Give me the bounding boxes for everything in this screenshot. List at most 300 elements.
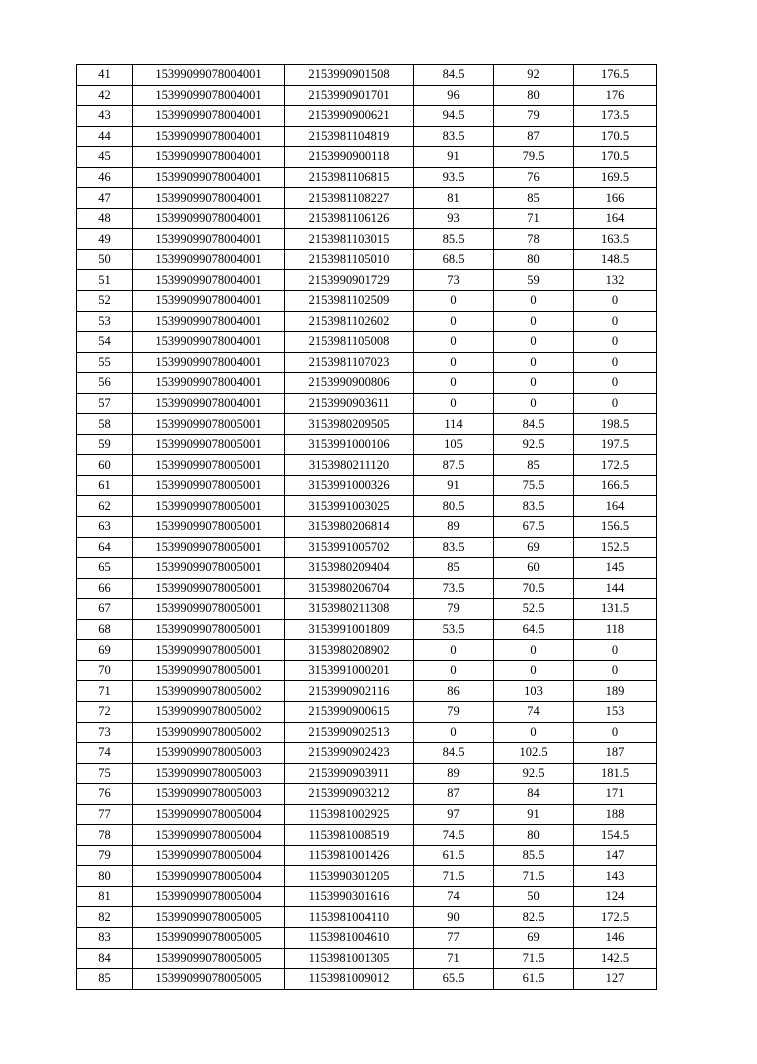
row-number-cell: 62 bbox=[77, 496, 133, 517]
table-row bbox=[77, 208, 657, 229]
row-number-cell: 50 bbox=[77, 249, 133, 270]
position-code-cell: 15399099078004001 bbox=[133, 352, 285, 373]
score-1-cell: 65.5 bbox=[414, 969, 494, 990]
score-2-cell: 84 bbox=[494, 784, 574, 805]
row-number-cell: 63 bbox=[77, 517, 133, 538]
position-code-cell: 15399099078005002 bbox=[133, 681, 285, 702]
score-1-cell: 89 bbox=[414, 763, 494, 784]
score-1-cell: 73.5 bbox=[414, 578, 494, 599]
score-1-cell: 96 bbox=[414, 85, 494, 106]
row-number-cell: 73 bbox=[77, 722, 133, 743]
total-score-cell: 118 bbox=[574, 619, 657, 640]
table-row bbox=[77, 927, 657, 948]
candidate-id-cell: 3153991003025 bbox=[285, 496, 414, 517]
score-2-cell: 71 bbox=[494, 208, 574, 229]
candidate-id-cell: 2153981103015 bbox=[285, 229, 414, 250]
table-row bbox=[77, 599, 657, 620]
position-code-cell: 15399099078005004 bbox=[133, 845, 285, 866]
score-1-cell: 97 bbox=[414, 804, 494, 825]
table-row bbox=[77, 373, 657, 394]
candidate-id-cell: 2153990901701 bbox=[285, 85, 414, 106]
score-1-cell: 89 bbox=[414, 517, 494, 538]
score-2-cell: 79.5 bbox=[494, 147, 574, 168]
total-score-cell: 146 bbox=[574, 927, 657, 948]
score-1-cell: 86 bbox=[414, 681, 494, 702]
candidate-id-cell: 3153980209505 bbox=[285, 414, 414, 435]
position-code-cell: 15399099078004001 bbox=[133, 188, 285, 209]
score-2-cell: 83.5 bbox=[494, 496, 574, 517]
score-1-cell: 91 bbox=[414, 475, 494, 496]
position-code-cell: 15399099078005001 bbox=[133, 517, 285, 538]
candidate-id-cell: 1153981001426 bbox=[285, 845, 414, 866]
position-code-cell: 15399099078005003 bbox=[133, 784, 285, 805]
table-row bbox=[77, 147, 657, 168]
position-code-cell: 15399099078005001 bbox=[133, 414, 285, 435]
total-score-cell: 189 bbox=[574, 681, 657, 702]
score-1-cell: 85.5 bbox=[414, 229, 494, 250]
row-number-cell: 48 bbox=[77, 208, 133, 229]
position-code-cell: 15399099078005001 bbox=[133, 640, 285, 661]
row-number-cell: 44 bbox=[77, 126, 133, 147]
candidate-id-cell: 2153981105008 bbox=[285, 332, 414, 353]
total-score-cell: 176 bbox=[574, 85, 657, 106]
position-code-cell: 15399099078005001 bbox=[133, 619, 285, 640]
row-number-cell: 61 bbox=[77, 475, 133, 496]
score-1-cell: 0 bbox=[414, 660, 494, 681]
candidate-id-cell: 1153990301616 bbox=[285, 886, 414, 907]
score-2-cell: 87 bbox=[494, 126, 574, 147]
candidate-id-cell: 2153990902423 bbox=[285, 743, 414, 764]
position-code-cell: 15399099078005001 bbox=[133, 455, 285, 476]
candidate-id-cell: 2153981107023 bbox=[285, 352, 414, 373]
total-score-cell: 197.5 bbox=[574, 434, 657, 455]
candidate-id-cell: 2153990903911 bbox=[285, 763, 414, 784]
position-code-cell: 15399099078004001 bbox=[133, 311, 285, 332]
total-score-cell: 0 bbox=[574, 311, 657, 332]
total-score-cell: 169.5 bbox=[574, 167, 657, 188]
score-1-cell: 0 bbox=[414, 352, 494, 373]
table-row bbox=[77, 907, 657, 928]
total-score-cell: 166.5 bbox=[574, 475, 657, 496]
candidate-id-cell: 3153991005702 bbox=[285, 537, 414, 558]
score-1-cell: 83.5 bbox=[414, 126, 494, 147]
table-row bbox=[77, 701, 657, 722]
score-2-cell: 71.5 bbox=[494, 866, 574, 887]
total-score-cell: 152.5 bbox=[574, 537, 657, 558]
total-score-cell: 148.5 bbox=[574, 249, 657, 270]
score-2-cell: 103 bbox=[494, 681, 574, 702]
score-table-body bbox=[77, 65, 657, 990]
score-1-cell: 0 bbox=[414, 640, 494, 661]
total-score-cell: 154.5 bbox=[574, 825, 657, 846]
score-1-cell: 114 bbox=[414, 414, 494, 435]
score-1-cell: 77 bbox=[414, 927, 494, 948]
row-number-cell: 69 bbox=[77, 640, 133, 661]
candidate-id-cell: 2153981104819 bbox=[285, 126, 414, 147]
position-code-cell: 15399099078004001 bbox=[133, 291, 285, 312]
candidate-id-cell: 3153991001809 bbox=[285, 619, 414, 640]
candidate-id-cell: 2153981106126 bbox=[285, 208, 414, 229]
score-2-cell: 80 bbox=[494, 249, 574, 270]
total-score-cell: 156.5 bbox=[574, 517, 657, 538]
score-2-cell: 85.5 bbox=[494, 845, 574, 866]
score-1-cell: 93.5 bbox=[414, 167, 494, 188]
score-2-cell: 0 bbox=[494, 660, 574, 681]
total-score-cell: 170.5 bbox=[574, 126, 657, 147]
score-2-cell: 67.5 bbox=[494, 517, 574, 538]
row-number-cell: 51 bbox=[77, 270, 133, 291]
total-score-cell: 145 bbox=[574, 558, 657, 579]
total-score-cell: 172.5 bbox=[574, 907, 657, 928]
score-1-cell: 84.5 bbox=[414, 743, 494, 764]
score-1-cell: 87 bbox=[414, 784, 494, 805]
position-code-cell: 15399099078005001 bbox=[133, 537, 285, 558]
score-2-cell: 0 bbox=[494, 311, 574, 332]
table-row bbox=[77, 619, 657, 640]
position-code-cell: 15399099078004001 bbox=[133, 229, 285, 250]
table-row bbox=[77, 537, 657, 558]
row-number-cell: 80 bbox=[77, 866, 133, 887]
table-row bbox=[77, 393, 657, 414]
position-code-cell: 15399099078004001 bbox=[133, 126, 285, 147]
score-1-cell: 0 bbox=[414, 291, 494, 312]
score-1-cell: 53.5 bbox=[414, 619, 494, 640]
total-score-cell: 127 bbox=[574, 969, 657, 990]
total-score-cell: 0 bbox=[574, 332, 657, 353]
row-number-cell: 78 bbox=[77, 825, 133, 846]
position-code-cell: 15399099078004001 bbox=[133, 332, 285, 353]
position-code-cell: 15399099078005005 bbox=[133, 969, 285, 990]
row-number-cell: 60 bbox=[77, 455, 133, 476]
score-1-cell: 84.5 bbox=[414, 65, 494, 86]
total-score-cell: 0 bbox=[574, 660, 657, 681]
candidate-id-cell: 2153990903611 bbox=[285, 393, 414, 414]
total-score-cell: 0 bbox=[574, 373, 657, 394]
score-1-cell: 81 bbox=[414, 188, 494, 209]
score-2-cell: 80 bbox=[494, 825, 574, 846]
table-row bbox=[77, 969, 657, 990]
position-code-cell: 15399099078005003 bbox=[133, 743, 285, 764]
score-2-cell: 70.5 bbox=[494, 578, 574, 599]
score-2-cell: 78 bbox=[494, 229, 574, 250]
total-score-cell: 198.5 bbox=[574, 414, 657, 435]
row-number-cell: 55 bbox=[77, 352, 133, 373]
score-2-cell: 52.5 bbox=[494, 599, 574, 620]
table-row bbox=[77, 743, 657, 764]
position-code-cell: 15399099078005005 bbox=[133, 907, 285, 928]
table-row bbox=[77, 763, 657, 784]
score-2-cell: 0 bbox=[494, 722, 574, 743]
row-number-cell: 85 bbox=[77, 969, 133, 990]
total-score-cell: 144 bbox=[574, 578, 657, 599]
score-2-cell: 102.5 bbox=[494, 743, 574, 764]
score-1-cell: 73 bbox=[414, 270, 494, 291]
total-score-cell: 164 bbox=[574, 496, 657, 517]
total-score-cell: 124 bbox=[574, 886, 657, 907]
position-code-cell: 15399099078005001 bbox=[133, 599, 285, 620]
position-code-cell: 15399099078004001 bbox=[133, 65, 285, 86]
row-number-cell: 65 bbox=[77, 558, 133, 579]
position-code-cell: 15399099078005001 bbox=[133, 558, 285, 579]
candidate-id-cell: 3153991000326 bbox=[285, 475, 414, 496]
row-number-cell: 56 bbox=[77, 373, 133, 394]
total-score-cell: 176.5 bbox=[574, 65, 657, 86]
table-row bbox=[77, 886, 657, 907]
score-2-cell: 0 bbox=[494, 291, 574, 312]
total-score-cell: 172.5 bbox=[574, 455, 657, 476]
candidate-id-cell: 2153981102509 bbox=[285, 291, 414, 312]
score-2-cell: 80 bbox=[494, 85, 574, 106]
score-1-cell: 61.5 bbox=[414, 845, 494, 866]
position-code-cell: 15399099078005002 bbox=[133, 701, 285, 722]
candidate-id-cell: 2153990903212 bbox=[285, 784, 414, 805]
candidate-id-cell: 2153990900806 bbox=[285, 373, 414, 394]
table-row bbox=[77, 229, 657, 250]
row-number-cell: 43 bbox=[77, 106, 133, 127]
position-code-cell: 15399099078005005 bbox=[133, 927, 285, 948]
candidate-id-cell: 2153990900118 bbox=[285, 147, 414, 168]
table-row bbox=[77, 352, 657, 373]
table-row bbox=[77, 332, 657, 353]
score-2-cell: 85 bbox=[494, 188, 574, 209]
score-1-cell: 0 bbox=[414, 373, 494, 394]
score-1-cell: 83.5 bbox=[414, 537, 494, 558]
total-score-cell: 164 bbox=[574, 208, 657, 229]
table-row bbox=[77, 558, 657, 579]
candidate-id-cell: 2153981102602 bbox=[285, 311, 414, 332]
score-2-cell: 0 bbox=[494, 352, 574, 373]
score-2-cell: 74 bbox=[494, 701, 574, 722]
row-number-cell: 70 bbox=[77, 660, 133, 681]
candidate-id-cell: 1153981001305 bbox=[285, 948, 414, 969]
candidate-id-cell: 3153980211120 bbox=[285, 455, 414, 476]
candidate-id-cell: 1153990301205 bbox=[285, 866, 414, 887]
position-code-cell: 15399099078004001 bbox=[133, 106, 285, 127]
position-code-cell: 15399099078005004 bbox=[133, 886, 285, 907]
table-row bbox=[77, 948, 657, 969]
candidate-id-cell: 3153980208902 bbox=[285, 640, 414, 661]
table-row bbox=[77, 167, 657, 188]
score-1-cell: 93 bbox=[414, 208, 494, 229]
row-number-cell: 47 bbox=[77, 188, 133, 209]
table-row bbox=[77, 126, 657, 147]
score-2-cell: 84.5 bbox=[494, 414, 574, 435]
score-1-cell: 71.5 bbox=[414, 866, 494, 887]
score-1-cell: 0 bbox=[414, 332, 494, 353]
candidate-id-cell: 2153990901729 bbox=[285, 270, 414, 291]
position-code-cell: 15399099078005001 bbox=[133, 434, 285, 455]
position-code-cell: 15399099078005004 bbox=[133, 825, 285, 846]
total-score-cell: 0 bbox=[574, 393, 657, 414]
row-number-cell: 57 bbox=[77, 393, 133, 414]
score-2-cell: 92.5 bbox=[494, 763, 574, 784]
score-2-cell: 0 bbox=[494, 373, 574, 394]
table-row bbox=[77, 660, 657, 681]
score-2-cell: 59 bbox=[494, 270, 574, 291]
row-number-cell: 79 bbox=[77, 845, 133, 866]
score-1-cell: 80.5 bbox=[414, 496, 494, 517]
score-2-cell: 71.5 bbox=[494, 948, 574, 969]
position-code-cell: 15399099078005004 bbox=[133, 866, 285, 887]
position-code-cell: 15399099078004001 bbox=[133, 249, 285, 270]
total-score-cell: 143 bbox=[574, 866, 657, 887]
total-score-cell: 142.5 bbox=[574, 948, 657, 969]
table-row bbox=[77, 475, 657, 496]
score-1-cell: 94.5 bbox=[414, 106, 494, 127]
score-1-cell: 91 bbox=[414, 147, 494, 168]
score-table bbox=[76, 64, 657, 990]
position-code-cell: 15399099078005001 bbox=[133, 475, 285, 496]
row-number-cell: 45 bbox=[77, 147, 133, 168]
row-number-cell: 71 bbox=[77, 681, 133, 702]
position-code-cell: 15399099078004001 bbox=[133, 270, 285, 291]
candidate-id-cell: 2153990902513 bbox=[285, 722, 414, 743]
table-row bbox=[77, 845, 657, 866]
row-number-cell: 82 bbox=[77, 907, 133, 928]
total-score-cell: 166 bbox=[574, 188, 657, 209]
table-row bbox=[77, 414, 657, 435]
score-1-cell: 79 bbox=[414, 599, 494, 620]
total-score-cell: 0 bbox=[574, 291, 657, 312]
row-number-cell: 67 bbox=[77, 599, 133, 620]
total-score-cell: 171 bbox=[574, 784, 657, 805]
table-row bbox=[77, 455, 657, 476]
score-2-cell: 50 bbox=[494, 886, 574, 907]
table-row bbox=[77, 65, 657, 86]
row-number-cell: 84 bbox=[77, 948, 133, 969]
candidate-id-cell: 2153981105010 bbox=[285, 249, 414, 270]
position-code-cell: 15399099078004001 bbox=[133, 85, 285, 106]
total-score-cell: 132 bbox=[574, 270, 657, 291]
row-number-cell: 41 bbox=[77, 65, 133, 86]
score-2-cell: 0 bbox=[494, 640, 574, 661]
score-1-cell: 105 bbox=[414, 434, 494, 455]
score-1-cell: 79 bbox=[414, 701, 494, 722]
table-row bbox=[77, 722, 657, 743]
row-number-cell: 58 bbox=[77, 414, 133, 435]
total-score-cell: 181.5 bbox=[574, 763, 657, 784]
row-number-cell: 53 bbox=[77, 311, 133, 332]
position-code-cell: 15399099078005001 bbox=[133, 578, 285, 599]
candidate-id-cell: 2153990900615 bbox=[285, 701, 414, 722]
total-score-cell: 187 bbox=[574, 743, 657, 764]
table-row bbox=[77, 496, 657, 517]
table-row bbox=[77, 434, 657, 455]
table-row bbox=[77, 640, 657, 661]
position-code-cell: 15399099078005004 bbox=[133, 804, 285, 825]
score-2-cell: 69 bbox=[494, 537, 574, 558]
score-2-cell: 76 bbox=[494, 167, 574, 188]
score-1-cell: 0 bbox=[414, 722, 494, 743]
position-code-cell: 15399099078004001 bbox=[133, 147, 285, 168]
row-number-cell: 77 bbox=[77, 804, 133, 825]
position-code-cell: 15399099078005001 bbox=[133, 660, 285, 681]
row-number-cell: 75 bbox=[77, 763, 133, 784]
row-number-cell: 49 bbox=[77, 229, 133, 250]
row-number-cell: 54 bbox=[77, 332, 133, 353]
score-2-cell: 82.5 bbox=[494, 907, 574, 928]
score-2-cell: 60 bbox=[494, 558, 574, 579]
row-number-cell: 68 bbox=[77, 619, 133, 640]
candidate-id-cell: 2153990902116 bbox=[285, 681, 414, 702]
total-score-cell: 147 bbox=[574, 845, 657, 866]
total-score-cell: 163.5 bbox=[574, 229, 657, 250]
row-number-cell: 81 bbox=[77, 886, 133, 907]
table-row bbox=[77, 106, 657, 127]
candidate-id-cell: 3153980209404 bbox=[285, 558, 414, 579]
score-2-cell: 75.5 bbox=[494, 475, 574, 496]
candidate-id-cell: 2153981106815 bbox=[285, 167, 414, 188]
score-2-cell: 61.5 bbox=[494, 969, 574, 990]
position-code-cell: 15399099078004001 bbox=[133, 393, 285, 414]
table-row bbox=[77, 825, 657, 846]
table-row bbox=[77, 804, 657, 825]
position-code-cell: 15399099078005003 bbox=[133, 763, 285, 784]
total-score-cell: 131.5 bbox=[574, 599, 657, 620]
score-2-cell: 92.5 bbox=[494, 434, 574, 455]
score-1-cell: 0 bbox=[414, 311, 494, 332]
score-2-cell: 0 bbox=[494, 332, 574, 353]
total-score-cell: 170.5 bbox=[574, 147, 657, 168]
row-number-cell: 74 bbox=[77, 743, 133, 764]
candidate-id-cell: 3153991000106 bbox=[285, 434, 414, 455]
candidate-id-cell: 1153981004110 bbox=[285, 907, 414, 928]
position-code-cell: 15399099078004001 bbox=[133, 167, 285, 188]
total-score-cell: 0 bbox=[574, 722, 657, 743]
score-2-cell: 79 bbox=[494, 106, 574, 127]
score-1-cell: 68.5 bbox=[414, 249, 494, 270]
score-1-cell: 71 bbox=[414, 948, 494, 969]
table-row bbox=[77, 188, 657, 209]
candidate-id-cell: 1153981009012 bbox=[285, 969, 414, 990]
row-number-cell: 52 bbox=[77, 291, 133, 312]
score-1-cell: 90 bbox=[414, 907, 494, 928]
candidate-id-cell: 2153990901508 bbox=[285, 65, 414, 86]
table-row bbox=[77, 517, 657, 538]
position-code-cell: 15399099078005001 bbox=[133, 496, 285, 517]
table-row bbox=[77, 866, 657, 887]
candidate-id-cell: 2153981108227 bbox=[285, 188, 414, 209]
score-2-cell: 64.5 bbox=[494, 619, 574, 640]
row-number-cell: 83 bbox=[77, 927, 133, 948]
table-row bbox=[77, 270, 657, 291]
table-row bbox=[77, 85, 657, 106]
row-number-cell: 64 bbox=[77, 537, 133, 558]
score-1-cell: 74 bbox=[414, 886, 494, 907]
total-score-cell: 153 bbox=[574, 701, 657, 722]
candidate-id-cell: 3153991000201 bbox=[285, 660, 414, 681]
candidate-id-cell: 2153990900621 bbox=[285, 106, 414, 127]
table-row bbox=[77, 291, 657, 312]
total-score-cell: 0 bbox=[574, 640, 657, 661]
candidate-id-cell: 1153981002925 bbox=[285, 804, 414, 825]
table-row bbox=[77, 249, 657, 270]
position-code-cell: 15399099078004001 bbox=[133, 208, 285, 229]
candidate-id-cell: 3153980206814 bbox=[285, 517, 414, 538]
candidate-id-cell: 1153981004610 bbox=[285, 927, 414, 948]
score-2-cell: 91 bbox=[494, 804, 574, 825]
total-score-cell: 188 bbox=[574, 804, 657, 825]
total-score-cell: 173.5 bbox=[574, 106, 657, 127]
score-2-cell: 92 bbox=[494, 65, 574, 86]
total-score-cell: 0 bbox=[574, 352, 657, 373]
candidate-id-cell: 3153980206704 bbox=[285, 578, 414, 599]
row-number-cell: 66 bbox=[77, 578, 133, 599]
row-number-cell: 59 bbox=[77, 434, 133, 455]
score-1-cell: 87.5 bbox=[414, 455, 494, 476]
table-row bbox=[77, 311, 657, 332]
score-2-cell: 0 bbox=[494, 393, 574, 414]
